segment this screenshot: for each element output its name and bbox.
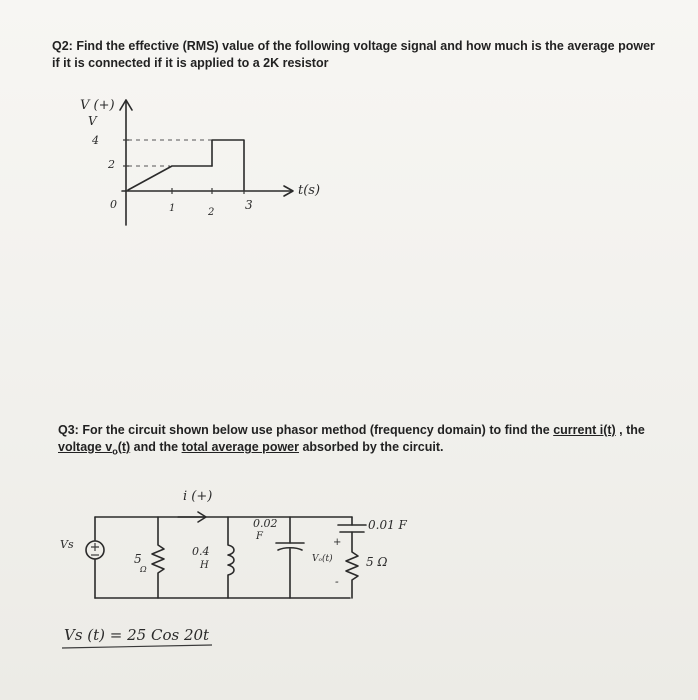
capacitor-1-value: 0.02 — [253, 517, 278, 530]
graph-y-unit: V — [88, 114, 97, 128]
question-3-voltage-sub: o — [112, 446, 118, 457]
voltage-source-plus — [91, 543, 99, 551]
graph-y-axis-label: V (+) — [80, 98, 115, 113]
vo-plus-sign: + — [333, 537, 342, 548]
question-3-text-1: For the circuit shown below use phasor method (frequency domain) to find the — [82, 423, 554, 437]
graph-origin-label: 0 — [110, 198, 117, 211]
resistor-1-value: 5 — [134, 552, 142, 566]
question-3-text-3: and the — [130, 440, 182, 454]
vo-label: Vₒ(t) — [312, 554, 333, 564]
graph-y-tick-2-label: 2 — [108, 158, 115, 171]
inductor-value: 0.4 — [192, 545, 210, 558]
capacitor-2-value: 0.01 F — [368, 518, 407, 532]
question-3-power-term: total average power — [181, 440, 299, 454]
question-3-label: Q3: — [58, 423, 79, 437]
current-label: i (+) — [183, 489, 213, 504]
source-label: Vs — [60, 538, 74, 551]
graph-x-tick-2-label: 2 — [208, 207, 215, 218]
question-3-text-4: absorbed by the circuit. — [299, 440, 444, 454]
resistor-2-wire — [346, 532, 358, 598]
graph-x-axis-label: t(s) — [298, 183, 321, 198]
question-3-voltage-base: voltage v — [58, 440, 113, 454]
graph-x-tick-3-label: 3 — [245, 198, 253, 212]
question-3-text-2: , the — [615, 423, 645, 437]
question-3-voltage-tail: (t) — [117, 440, 131, 454]
question-2-text: Find the effective (RMS) value of the following voltage signal and how much is the average power if it is connected if it is applied to a 2K resistor — [52, 39, 655, 70]
equation-underline — [62, 645, 212, 648]
capacitor-1-unit: F — [256, 531, 263, 542]
vo-minus-sign: - — [335, 575, 339, 588]
question-2-label: Q2: — [52, 39, 73, 53]
inductor-unit: H — [200, 560, 209, 571]
resistor-2-value: 5 Ω — [366, 555, 388, 569]
resistor-1-unit: Ω — [140, 565, 147, 574]
graph-x-tick-1-label: 1 — [169, 203, 176, 214]
inductor-wire — [228, 517, 234, 598]
question-3-current-term: current i(t) — [553, 423, 616, 437]
source-equation: Vs (t) = 25 Cos 20t — [64, 626, 210, 644]
graph-y-tick-4-label: 4 — [92, 134, 99, 147]
resistor-1-wire — [152, 517, 164, 598]
